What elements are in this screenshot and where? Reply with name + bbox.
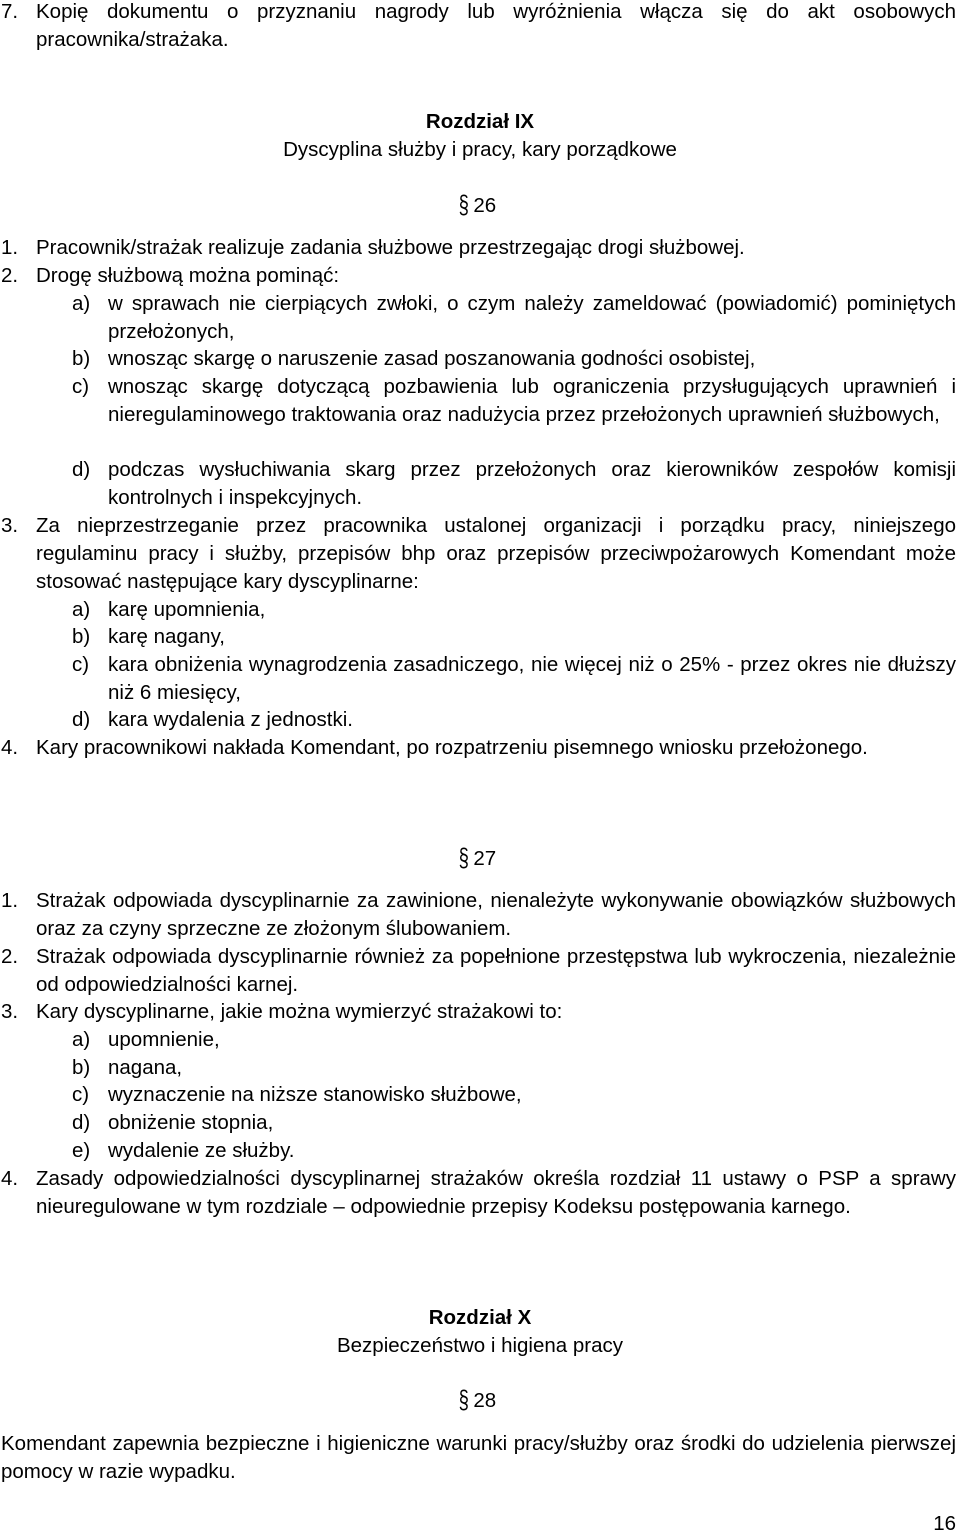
sub-item-text: karę upomnienia, — [108, 598, 266, 621]
sub-item-text: w sprawach nie cierpiących zwłoki, o czym należy zameldować (powiadomić) pominiętych przełożonych, — [108, 292, 956, 343]
item-text: Kary dyscyplinarne, jakie można wymierzyć strażakowi to: — [36, 1000, 563, 1023]
section-sign-icon: § — [458, 844, 469, 873]
sub-item-text: wnosząc skargę dotyczącą pozbawienia lub ograniczenia przysługujących uprawnień i nieregulaminowego traktowania oraz nadużycia przez przełożonych uprawnień służbowych, — [108, 375, 956, 426]
item-text: Kopię dokumentu o przyznaniu nagrody lub wyróżnienia włącza się do akt osobowych pracownika/strażaka. — [36, 0, 956, 51]
item-number: 1. — [1, 889, 19, 912]
item-number: 4. — [1, 736, 19, 759]
sub-item-letter: d) — [72, 458, 91, 481]
sub-item-text: obniżenie stopnia, — [108, 1111, 274, 1134]
sub-item-text: upomnienie, — [108, 1028, 220, 1051]
item-number: 2. — [1, 945, 19, 968]
section-number: 28 — [473, 1389, 497, 1412]
item-text: Strażak odpowiada dyscyplinarnie również za popełnione przestępstwa lub wykroczenia, niezależnie od odpowiedzialności karnej. — [36, 945, 956, 996]
item-text: Kary pracownikowi nakłada Komendant, po rozpatrzeniu pisemnego wniosku przełożonego. — [36, 736, 868, 759]
item-text: Drogę służbową można pominąć: — [36, 264, 340, 287]
section-heading — [458, 192, 496, 220]
paragraph-text: Komendant zapewnia bezpieczne i higieniczne warunki pracy/służby oraz środki do udzielenia pierwszej pomocy w razie wypadku. — [1, 1432, 956, 1483]
sub-item-text: wnosząc skargę o naruszenie zasad poszanowania godności osobistej, — [108, 347, 756, 370]
sub-item-text: kara obniżenia wynagrodzenia zasadniczego, nie więcej niż o 25% - przez okres nie dłuższy niż 6 miesięcy, — [108, 653, 956, 704]
sub-item-text: karę nagany, — [108, 625, 226, 648]
sub-item-letter: b) — [72, 347, 91, 370]
item-text: Strażak odpowiada dyscyplinarnie za zawinione, nienależyte wykonywanie obowiązków służbowych oraz za czyny sprzeczne ze złożonym ślubowaniem. — [36, 889, 956, 940]
item-number: 4. — [1, 1167, 19, 1190]
item-text: Zasady odpowiedzialności dyscyplinarnej strażaków określa rozdział 11 ustawy o PSP a sprawy nieuregulowane w tym rozdziale – odpowiednie przepisy Kodeksu postępowania karnego. — [36, 1167, 956, 1218]
section-number: 26 — [473, 194, 497, 217]
sub-item-text: kara wydalenia z jednostki. — [108, 708, 353, 731]
item-number: 1. — [1, 236, 19, 259]
sub-item-text: podczas wysłuchiwania skarg przez przełożonych oraz kierowników zespołów komisji kontrolnych i inspekcyjnych. — [108, 458, 956, 509]
sub-item-letter: d) — [72, 708, 91, 731]
sub-item-letter: b) — [72, 625, 91, 648]
chapter-subtitle: Dyscyplina służby i pracy, kary porządkowe — [283, 138, 677, 161]
sub-item-letter: b) — [72, 1056, 91, 1079]
section-sign-icon: § — [458, 1386, 469, 1415]
item-text: Za nieprzestrzeganie przez pracownika ustalonej organizacji i porządku pracy, niniejszego regulaminu pracy i służby, przepisów bhp oraz przepisów przeciwpożarowych Komendant może stosować następujące kary dyscyplinarne: — [36, 514, 956, 593]
section-heading — [458, 1387, 496, 1415]
sub-item-text: wydalenie ze służby. — [108, 1139, 295, 1162]
chapter-title: Rozdział IX — [425, 110, 535, 133]
sub-item-text: wyznaczenie na niższe stanowisko służbowe, — [108, 1083, 522, 1106]
sub-item-letter: e) — [72, 1139, 91, 1162]
sub-item-letter: a) — [72, 1028, 91, 1051]
item-number: 3. — [1, 514, 19, 537]
item-number: 3. — [1, 1000, 19, 1023]
item-number: 7. — [1, 0, 19, 23]
sub-item-letter: c) — [72, 1083, 90, 1106]
item-number: 2. — [1, 264, 19, 287]
sub-item-letter: a) — [72, 598, 91, 621]
chapter-subtitle: Bezpieczeństwo i higiena pracy — [336, 1334, 624, 1357]
section-sign-icon: § — [458, 191, 469, 220]
section-number: 27 — [473, 847, 497, 870]
chapter-title: Rozdział X — [428, 1306, 532, 1329]
sub-item-letter: a) — [72, 292, 91, 315]
sub-item-letter: c) — [72, 375, 90, 398]
page-number: 16 — [933, 1512, 956, 1535]
sub-item-letter: d) — [72, 1111, 91, 1134]
item-text: Pracownik/strażak realizuje zadania służbowe przestrzegając drogi służbowej. — [36, 236, 745, 259]
sub-item-letter: c) — [72, 653, 90, 676]
section-heading — [458, 845, 496, 873]
sub-item-text: nagana, — [108, 1056, 183, 1079]
